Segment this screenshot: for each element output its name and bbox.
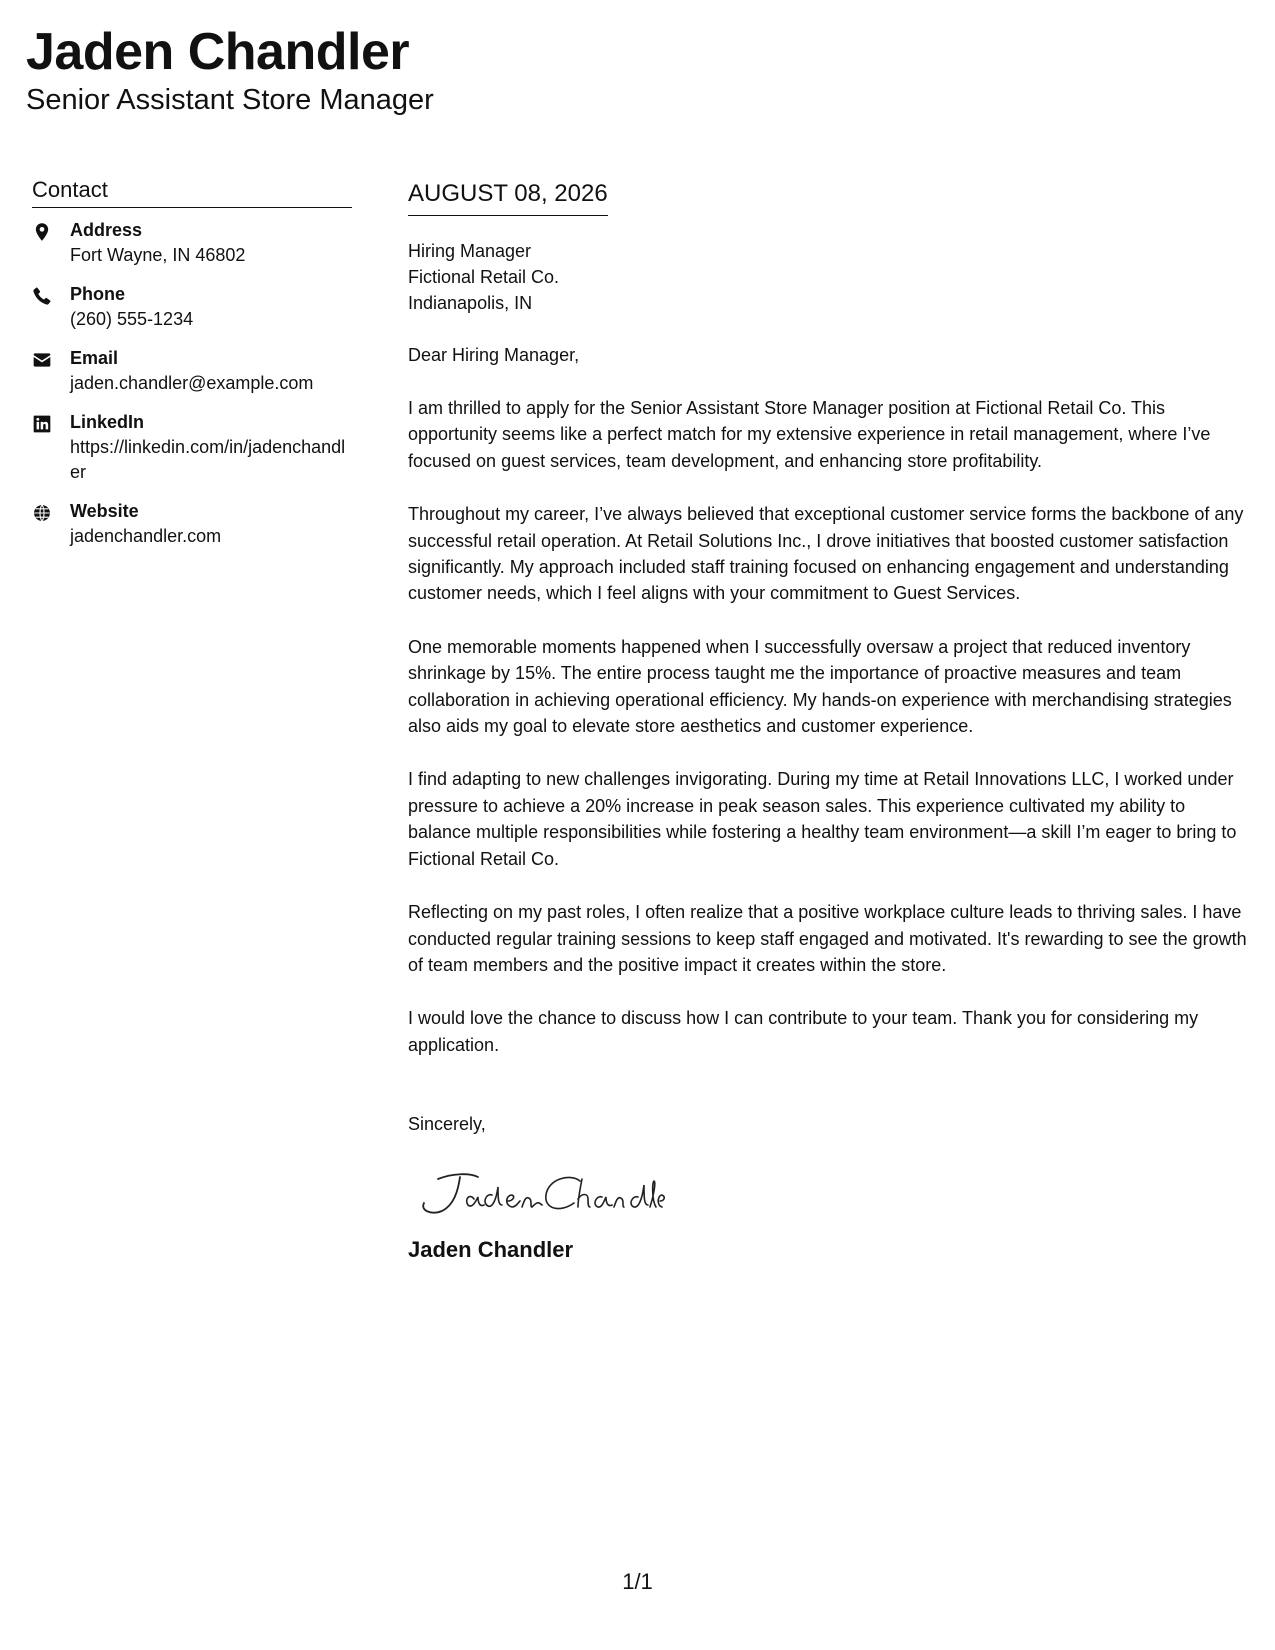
globe-icon [32, 499, 70, 549]
contact-label-website: Website [70, 501, 139, 521]
salutation: Dear Hiring Manager, [408, 345, 580, 365]
letter-paragraph: Throughout my career, I’ve always believed that exceptional customer service forms the backbone of any successful retail operation. At Retail Solutions Inc., I drove initiatives that boosted customer satisfaction significantly. My approach included staff training focused on enhancing engagement and understanding customer needs, which I feel aligns with your commitment to Guest Services. [408, 504, 1244, 604]
recipient-block [408, 238, 1248, 316]
contact-item-website [32, 499, 352, 549]
phone-icon [32, 282, 70, 332]
envelope-icon [32, 346, 70, 396]
letter-paragraph: One memorable moments happened when I successfully oversaw a project that reduced inventory shrinkage by 15%. The entire process taught me the importance of proactive measures and team collaboration in achieving operational efficiency. My hands-on experience with merchandising strategies also aids my goal to elevate store aesthetics and customer experience. [408, 636, 1232, 737]
contact-value-linkedin[interactable]: https://linkedin.com/in/jadenchandler [70, 437, 346, 482]
contact-value-phone: (260) 555-1234 [70, 309, 194, 329]
letter-date: AUGUST 08, 2026 [408, 176, 608, 216]
contact-heading: Contact [32, 176, 352, 208]
letter-paragraph: I am thrilled to apply for the Senior Assistant Store Manager position at Fictional Retail Co. This opportunity seems like a perfect match for my extensive experience in retail management, where I’ve focused on guest services, team development, and enhancing store profitability. [408, 398, 1211, 471]
letter-paragraph: I would love the chance to discuss how I can contribute to your team. Thank you for considering my application. [408, 1008, 1199, 1055]
map-pin-icon [32, 218, 70, 268]
contact-label-phone: Phone [70, 284, 126, 304]
contact-item-phone [32, 282, 352, 332]
letter-paragraph: I find adapting to new challenges invigorating. During my time at Retail Innovations LLC, I worked under pressure to achieve a 20% increase in peak season sales. This experience cultivated my ability to balance multiple responsibilities while fostering a healthy team environment—a skill I’m eager to bring to Fictional Retail Co. [408, 769, 1237, 869]
linkedin-icon [32, 410, 70, 485]
signature-image [408, 1165, 1248, 1225]
contact-item-linkedin [32, 410, 352, 485]
recipient-line: Indianapolis, IN [408, 293, 533, 313]
closing: Sincerely, [408, 1114, 486, 1135]
contact-value-address: Fort Wayne, IN 46802 [70, 245, 246, 265]
recipient-line: Hiring Manager [408, 241, 532, 261]
resume-header [26, 20, 434, 116]
applicant-title: Senior Assistant Store Manager [26, 84, 434, 116]
letter-body [408, 176, 1248, 1265]
contact-sidebar [32, 176, 352, 563]
page-number: 1/1 [622, 1569, 653, 1594]
applicant-name: Jaden Chandler [26, 23, 410, 81]
contact-label-address: Address [70, 220, 143, 240]
contact-label-email: Email [70, 348, 119, 368]
contact-item-address [32, 218, 352, 268]
contact-item-email [32, 346, 352, 396]
contact-value-email: jaden.chandler@example.com [70, 373, 314, 393]
letter-paragraph: Reflecting on my past roles, I often realize that a positive workplace culture leads to thriving sales. I have conducted regular training sessions to keep staff engaged and motivated. It's rewarding to see the growth of team members and the positive impact it creates within the store. [408, 902, 1247, 975]
signer-name: Jaden Chandler [408, 1237, 574, 1263]
contact-value-website[interactable]: jadenchandler.com [70, 526, 222, 546]
contact-label-linkedin: LinkedIn [70, 412, 145, 432]
recipient-line: Fictional Retail Co. [408, 267, 560, 287]
